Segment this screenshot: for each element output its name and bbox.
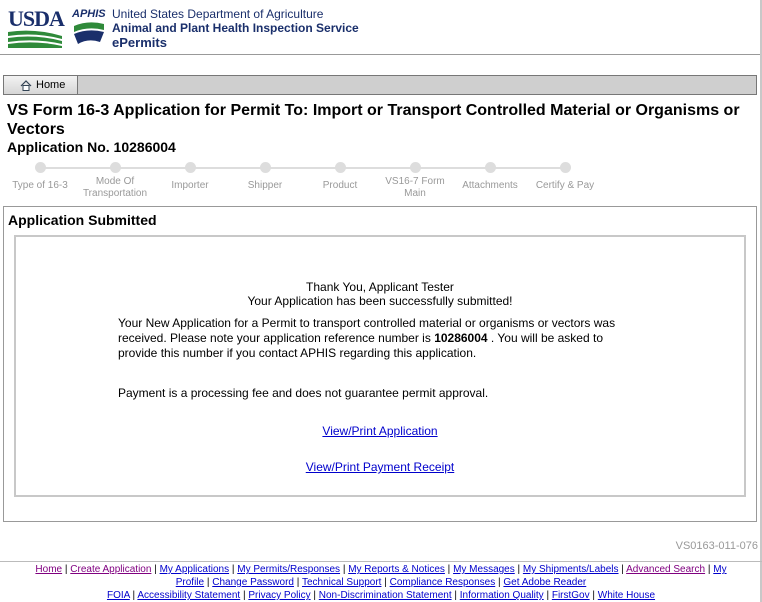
footer-link-non-discrimination[interactable]: Non-Discrimination Statement	[318, 590, 452, 601]
success-message: Your Application has been successfully submitted!	[247, 294, 513, 308]
step-dot	[410, 162, 421, 173]
step-mode-of-transportation: Mode Of Transportation	[76, 162, 154, 200]
application-number: Application No. 10286004	[7, 139, 176, 155]
view-print-payment-receipt-link[interactable]: View/Print Payment Receipt	[305, 460, 455, 474]
step-importer: Importer	[151, 162, 229, 192]
footer-link-compliance-responses[interactable]: Compliance Responses	[389, 577, 496, 588]
nav-bar	[3, 75, 757, 95]
confirmation-box	[14, 235, 746, 497]
home-icon	[20, 80, 32, 91]
footer-link-privacy[interactable]: Privacy Policy	[248, 590, 311, 601]
footer-link-accessibility[interactable]: Accessibility Statement	[137, 590, 241, 601]
step-dot	[35, 162, 46, 173]
step-dot	[335, 162, 346, 173]
footer-link-my-shipments[interactable]: My Shipments/Labels	[522, 564, 619, 575]
usda-fields-logo	[8, 30, 62, 48]
footer-link-change-password[interactable]: Change Password	[212, 577, 294, 588]
step-dot	[185, 162, 196, 173]
footer-link-firstgov[interactable]: FirstGov	[551, 590, 590, 601]
step-dot	[110, 162, 121, 173]
footer-links-row-3: FOIA | Accessibility Statement | Privacy Policy | Non-Discrimination Statement | Information Quality | FirstGov | White House	[106, 590, 656, 601]
footer-links-row-2: Profile | Change Password | Technical Support | Compliance Responses | Get Adobe Reader	[175, 577, 587, 588]
footer-link-my-messages[interactable]: My Messages	[453, 564, 515, 575]
step-dot	[485, 162, 496, 173]
footer-link-advanced-search[interactable]: Advanced Search	[626, 564, 706, 575]
step-certify-pay: Certify & Pay	[526, 162, 604, 192]
footer-link-my-applications[interactable]: My Applications	[159, 564, 230, 575]
footer-link-my-profile-part1[interactable]: My	[713, 564, 727, 575]
footer-link-home[interactable]: Home	[35, 564, 63, 575]
step-type-of-16-3: Type of 16-3	[1, 162, 79, 192]
step-shipper: Shipper	[226, 162, 304, 192]
footer-link-technical-support[interactable]: Technical Support	[301, 577, 382, 588]
footer-link-white-house[interactable]: White House	[597, 590, 656, 601]
app-name: ePermits	[112, 35, 167, 50]
footer-link-my-permits[interactable]: My Permits/Responses	[237, 564, 341, 575]
aphis-logo-text: APHIS	[72, 8, 106, 20]
org-name-department: United States Department of Agriculture	[112, 7, 324, 21]
confirmation-paragraph: Your New Application for a Permit to transport controlled material or organisms or vectors was received. Please note your application reference number is 10286004 . You will be asked to provide this number if you contact APHIS regarding this application.	[118, 316, 616, 360]
org-name-service: Animal and Plant Health Inspection Service	[112, 21, 359, 35]
view-print-application-link[interactable]: View/Print Application	[322, 424, 438, 438]
usda-logo-text: USDA	[8, 6, 64, 31]
footer-link-create-application[interactable]: Create Application	[70, 564, 152, 575]
reference-number: 10286004	[434, 331, 488, 345]
footer-link-foia[interactable]: FOIA	[106, 590, 130, 601]
footer-link-my-profile-part2[interactable]: Profile	[175, 577, 205, 588]
step-dot	[260, 162, 271, 173]
home-label: Home	[36, 79, 66, 91]
step-vs16-7-form-main: VS16-7 Form Main	[376, 162, 454, 200]
fee-note: Payment is a processing fee and does not guarantee permit approval.	[118, 386, 489, 400]
form-code: VS0163-011-076	[675, 540, 758, 552]
step-dot	[560, 162, 571, 173]
step-product: Product	[301, 162, 379, 192]
home-button[interactable]	[4, 76, 78, 94]
page-title: VS Form 16-3 Application for Permit To: Import or Transport Controlled Material or Organisms or Vectors	[7, 102, 740, 138]
footer-link-information-quality[interactable]: Information Quality	[459, 590, 544, 601]
footer-link-adobe-reader[interactable]: Get Adobe Reader	[503, 577, 587, 588]
step-attachments: Attachments	[451, 162, 529, 192]
panel-title: Application Submitted	[8, 212, 157, 228]
footer-links-row-1: Home | Create Application | My Applications | My Permits/Responses | My Reports & Notices | My Messages | My Shipments/Labels | Advanced Search | My	[35, 564, 727, 575]
header-divider	[0, 54, 762, 55]
thank-you-message: Thank You, Applicant Tester	[306, 280, 454, 294]
footer-divider	[0, 561, 762, 562]
footer-link-my-reports[interactable]: My Reports & Notices	[348, 564, 445, 575]
